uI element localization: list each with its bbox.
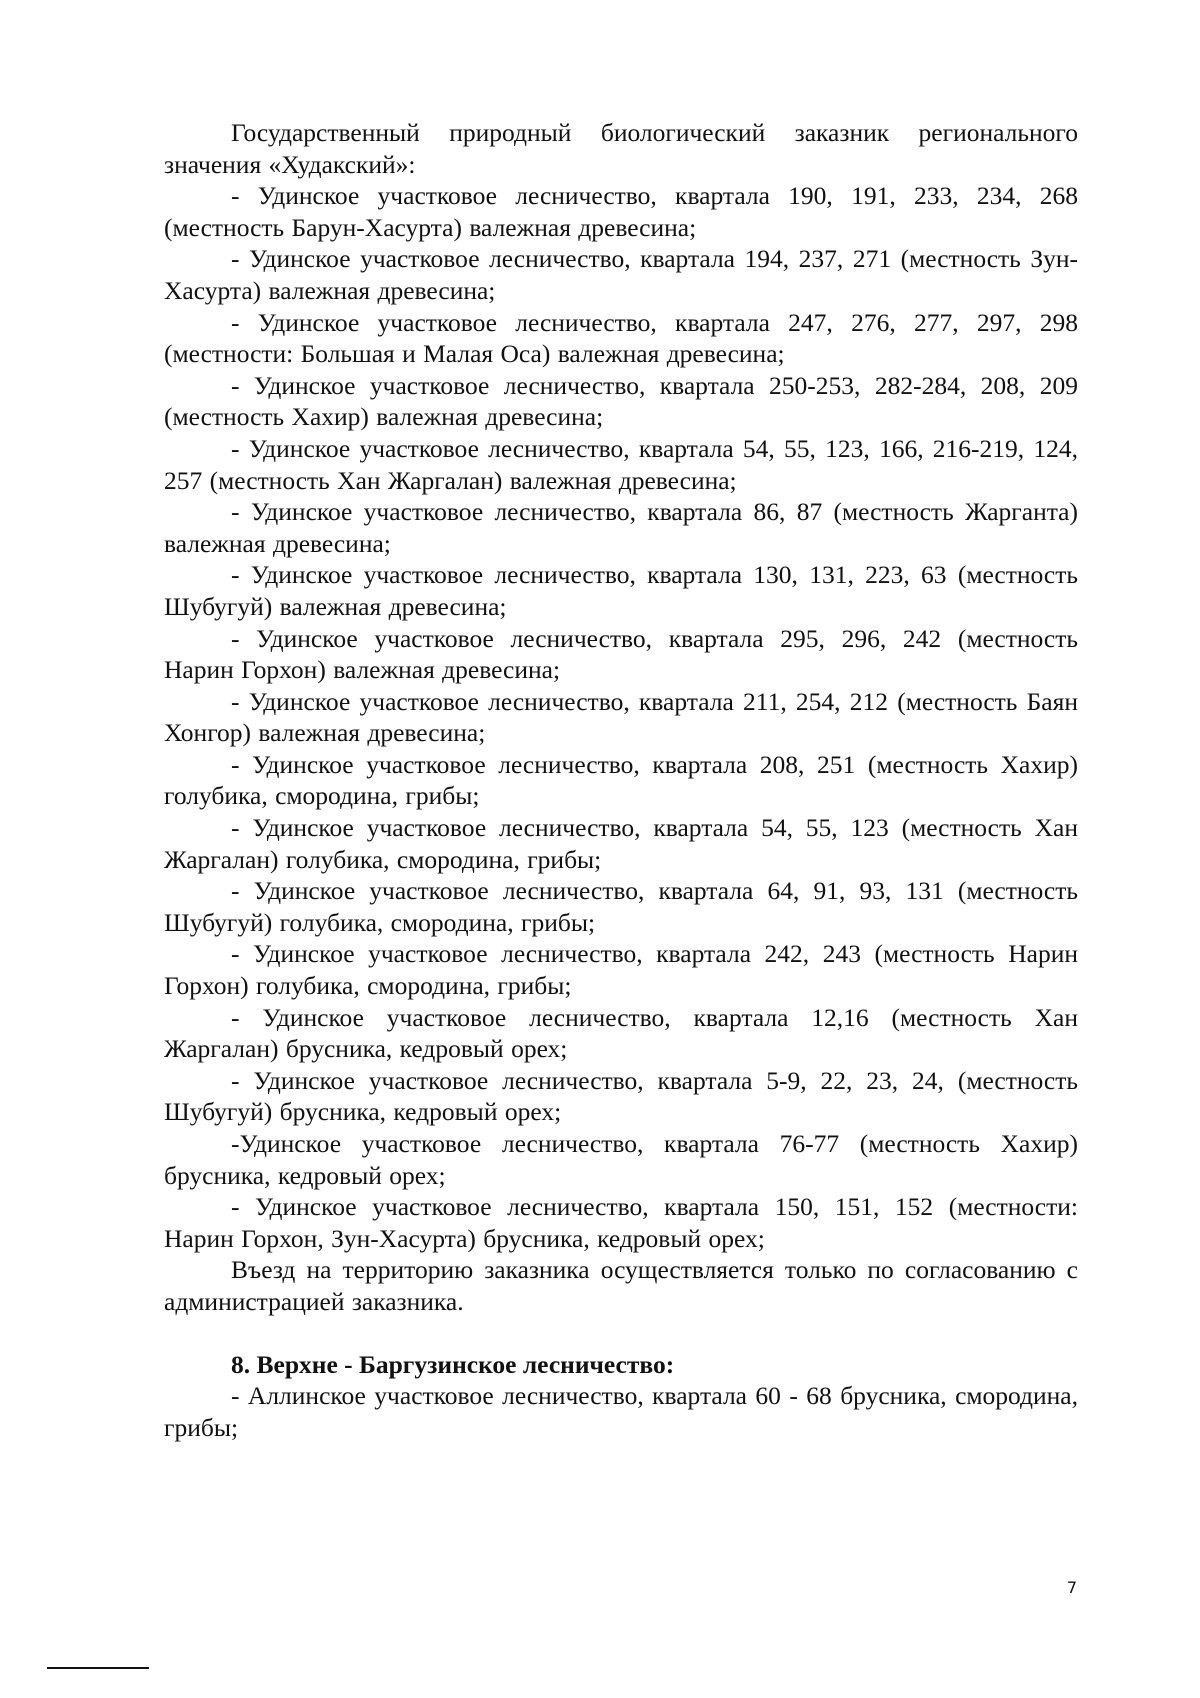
list-item: - Аллинское участковое лесничество, квартала 60 - 68 брусника, смородина, грибы; bbox=[164, 1381, 1078, 1442]
section-gap bbox=[164, 1318, 1078, 1349]
list-item: - Удинское участковое лесничество, квартала 247, 276, 277, 297, 298 (местности: Большая и Малая Оса) валежная древесина; bbox=[164, 307, 1078, 369]
list-item: - Удинское участковое лесничество, квартала 250-253, 282-284, 208, 209 (местность Хахир) валежная древесина; bbox=[164, 370, 1078, 432]
list-item: - Удинское участковое лесничество, квартала 242, 243 (местность Нарин Горхон) голубика, смородина, грибы; bbox=[164, 939, 1078, 1001]
list-item: - Удинское участковое лесничество, квартала 130, 131, 223, 63 (местность Шубугуй) валежная древесина; bbox=[164, 560, 1078, 621]
footer-rule bbox=[47, 1667, 149, 1669]
section-heading: 8. Верхне - Баргузинское лесничество: bbox=[231, 1349, 675, 1379]
list-item: - Удинское участковое лесничество, квартала 54, 55, 123, 166, 216-219, 124, 257 (местность Хан Жаргалан) валежная древесина; bbox=[164, 433, 1078, 495]
list-item: - Удинское участковое лесничество, квартала 54, 55, 123 (местность Хан Жаргалан) голубика, смородина, грибы; bbox=[164, 813, 1078, 874]
entry-permission-note: Въезд на территорию заказника осуществляется только по согласованию с администрацией заказника. bbox=[164, 1255, 1078, 1316]
list-item: - Удинское участковое лесничество, квартала 211, 254, 212 (местность Баян Хонгор) валежная древесина; bbox=[164, 686, 1078, 748]
list-item: - Удинское участковое лесничество, квартала 64, 91, 93, 131 (местность Шубугуй) голубика, смородина, грибы; bbox=[164, 876, 1078, 937]
list-item: - Удинское участковое лесничество, квартала 194, 237, 271 (местность Зун-Хасурта) валежная древесина; bbox=[164, 244, 1078, 305]
list-item: - Удинское участковое лесничество, квартала 12,16 (местность Хан Жаргалан) брусника, кедровый орех; bbox=[164, 1002, 1078, 1064]
list-item: - Удинское участковое лесничество, квартала 86, 87 (местность Жарганта) валежная древесина; bbox=[164, 497, 1078, 558]
list-item: - Удинское участковое лесничество, квартала 295, 296, 242 (местность Нарин Горхон) валежная древесина; bbox=[164, 623, 1078, 685]
page-number: 7 bbox=[1066, 1578, 1078, 1597]
list-item: -Удинское участковое лесничество, квартала 76-77 (местность Хахир) брусника, кедровый орех; bbox=[164, 1129, 1078, 1190]
list-item: - Удинское участковое лесничество, квартала 5-9, 22, 23, 24, (местность Шубугуй) брусника, кедровый орех; bbox=[164, 1065, 1078, 1127]
document-body bbox=[164, 117, 1078, 1443]
list-item: - Удинское участковое лесничество, квартала 150, 151, 152 (местности: Нарин Горхон, Зун-Хасурта) брусника, кедровый орех; bbox=[164, 1192, 1078, 1253]
list-item: - Удинское участковое лесничество, квартала 208, 251 (местность Хахир) голубика, смородина, грибы; bbox=[164, 749, 1078, 811]
list-item: - Удинское участковое лесничество, квартала 190, 191, 233, 234, 268 (местность Барун-Хасурта) валежная древесина; bbox=[164, 181, 1078, 242]
reserve-intro-paragraph: Государственный природный биологический заказник регионального значения «Худакский»: bbox=[164, 118, 1078, 179]
